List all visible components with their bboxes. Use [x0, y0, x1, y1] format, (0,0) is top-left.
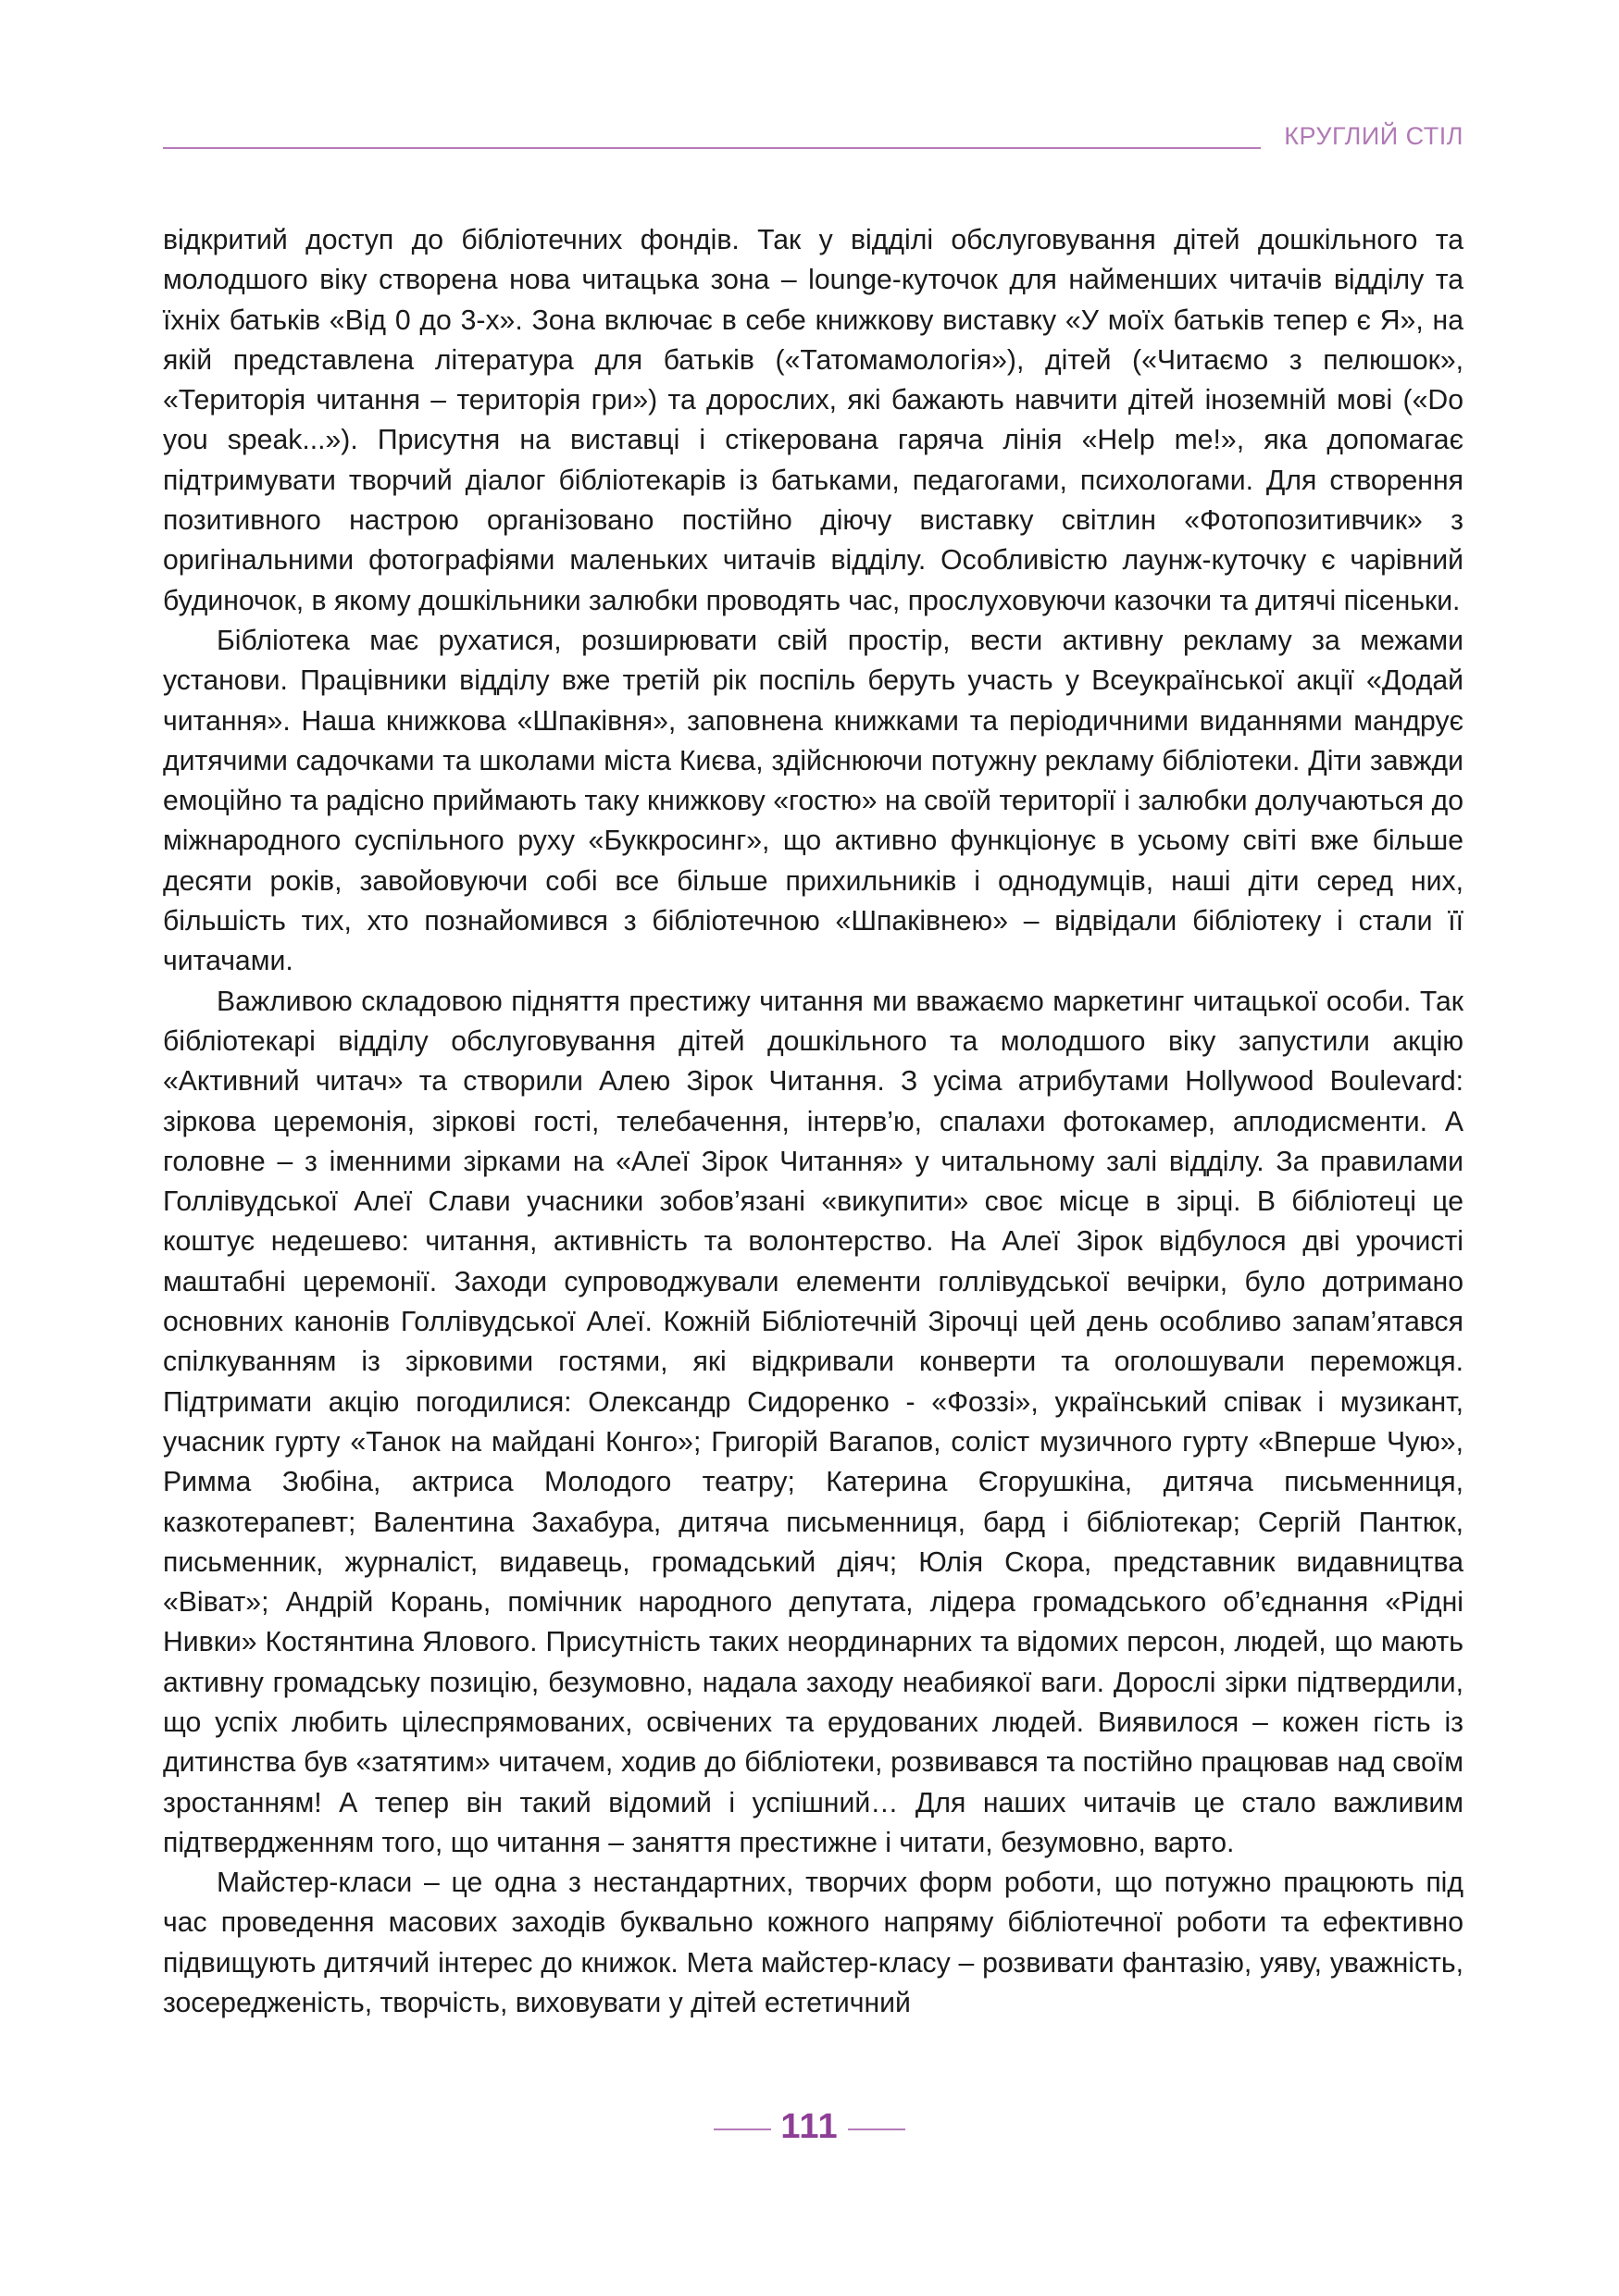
article-body — [163, 220, 1463, 2023]
page-number: 111 — [780, 2106, 839, 2146]
paragraph-1: відкритий доступ до бібліотечних фондів. Так у відділі обслуговування дітей дошкільного та молодшого віку створена нова читацька зона – lounge-куточок для найменших читачів відділу та їхніх батьків «Від 0 до 3-х». Зона включає в себе книжкову виставку «У моїх батьків тепер є Я», на якій представлена література для батьків («Татомамологія»), дітей («Читаємо з пелюшок», «Територія читання – територія гри») та дорослих, які бажають навчити дітей іноземній мові («Do you speak...»). Присутня на виставці і стікерована гаряча лінія «Help me!», яка допомагає підтримувати творчий діалог бібліотекарів із батьками, педагогами, психологами. Для створення позитивного настрою організовано постійно діючу виставку світлин «Фотопозитивчик» з оригінальними фотографіями маленьких читачів відділу. Особливістю лаунж-куточку є чарівний будиночок, в якому дошкільники залюбки проводять час, прослуховуючи казочки та дитячі пісеньки. — [163, 225, 1463, 616]
paragraph-4: Майстер-класи – це одна з нестандартних, творчих форм роботи, що потужно працюють під час проведення масових заходів буквально кожного напряму бібліотечної роботи та ефективно підвищують дитячий інтерес до книжок. Мета майстер-класу – розвивати фантазію, уяву, уважність, зосередженість, творчість, виховувати у дітей естетичний — [163, 1868, 1463, 2019]
page-footer — [0, 2104, 1619, 2149]
footer-rule-left — [714, 2128, 771, 2130]
footer-rule-right — [848, 2128, 905, 2130]
header-rule — [163, 147, 1261, 149]
section-title: КРУГЛИЙ СТІЛ — [1284, 122, 1463, 150]
paragraph-2: Бібліотека має рухатися, розширювати свій простір, вести активну рекламу за межами установи. Працівники відділу вже третій рік поспіль беруть участь у Всеукраїнської акції «Додай читання». Наша книжкова «Шпаківня», заповнена книжками та періодичними виданнями мандрує дитячими садочками та школами міста Києва, здійснюючи потужну рекламу бібліотеки. Діти завжди емоційно та радісно приймають таку книжкову «гостю» на своїй території і залюбки долучаються до міжнародного суспільного руху «Буккросинг», що активно функціонує в усьому світі вже більше десяти років, завойовуючи собі все більше прихильників і однодумців, наші діти серед них, більшість тих, хто познайомився з бібліотечною «Шпаківнею» – відвідали бібліотеку і стали її читачами. — [163, 625, 1463, 977]
paragraph-3: Важливою складовою підняття престижу читання ми вважаємо маркетинг читацької особи. Так бібліотекарі відділу обслуговування дітей дошкільного та молодшого віку запустили акцію «Активний читач» та створили Алею Зірок Читання. З усіма атрибутами Hollywood Boulevard: зіркова церемонія, зіркові гості, телебачення, інтерв’ю, спалахи фотокамер, аплодисменти. А головне – з іменними зірками на «Алеї Зірок Читання» у читальному залі відділу. За правилами Голлівудської Алеї Слави учасники зобов’язані «викупити» своє місце в зірці. В бібліотеці це коштує недешево: читання, активність та волонтерство. На Алеї Зірок відбулося дві урочисті маштабні церемонії. Заходи супроводжували елементи голлівудської вечірки, було дотримано основних канонів Голлівудської Алеї. Кожній Бібліотечній Зірочці цей день особливо запам’ятався спілкуванням із зірковими гостями, які відкривали конверти та оголошували переможця. Підтримати акцію погодилися: Олександр Сидоренко - «Фоззі», український співак і музикант, учасник гурту «Танок на майдані Конго»; Григорій Вагапов, соліст музичного гурту «Вперше Чую», Римма Зюбіна, актриса Молодого театру; Катерина Єгорушкіна, дитяча письменниця, казкотерапевт; Валентина Захабура, дитяча письменниця, бард і бібліотекар; Сергій Пантюк, письменник, журналіст, видавець, громадський діяч; Юлія Скора, представник видавництва «Віват»; Андрій Корань, помічник народного депутата, лідера громадського об’єднання «Рідні Нивки» Костянтина Ялового. Присутність таких неординарних та відомих персон, людей, що мають активну громадську позицію, безумовно, надала заходу неабиякої ваги. Дорослі зірки підтвердили, що успіх любить цілеспрямованих, освічених та ерудованих людей. Виявилося – кожен гість із дитинства був «затятим» читачем, ходив до бібліотеки, розвивався та постійно працював над своїм зростанням! А тепер він такий відомий і успішний… Для наших читачів це стало важливим підтвердженням того, що читання – заняття престижне і читати, безумовно, варто. — [163, 986, 1463, 1858]
